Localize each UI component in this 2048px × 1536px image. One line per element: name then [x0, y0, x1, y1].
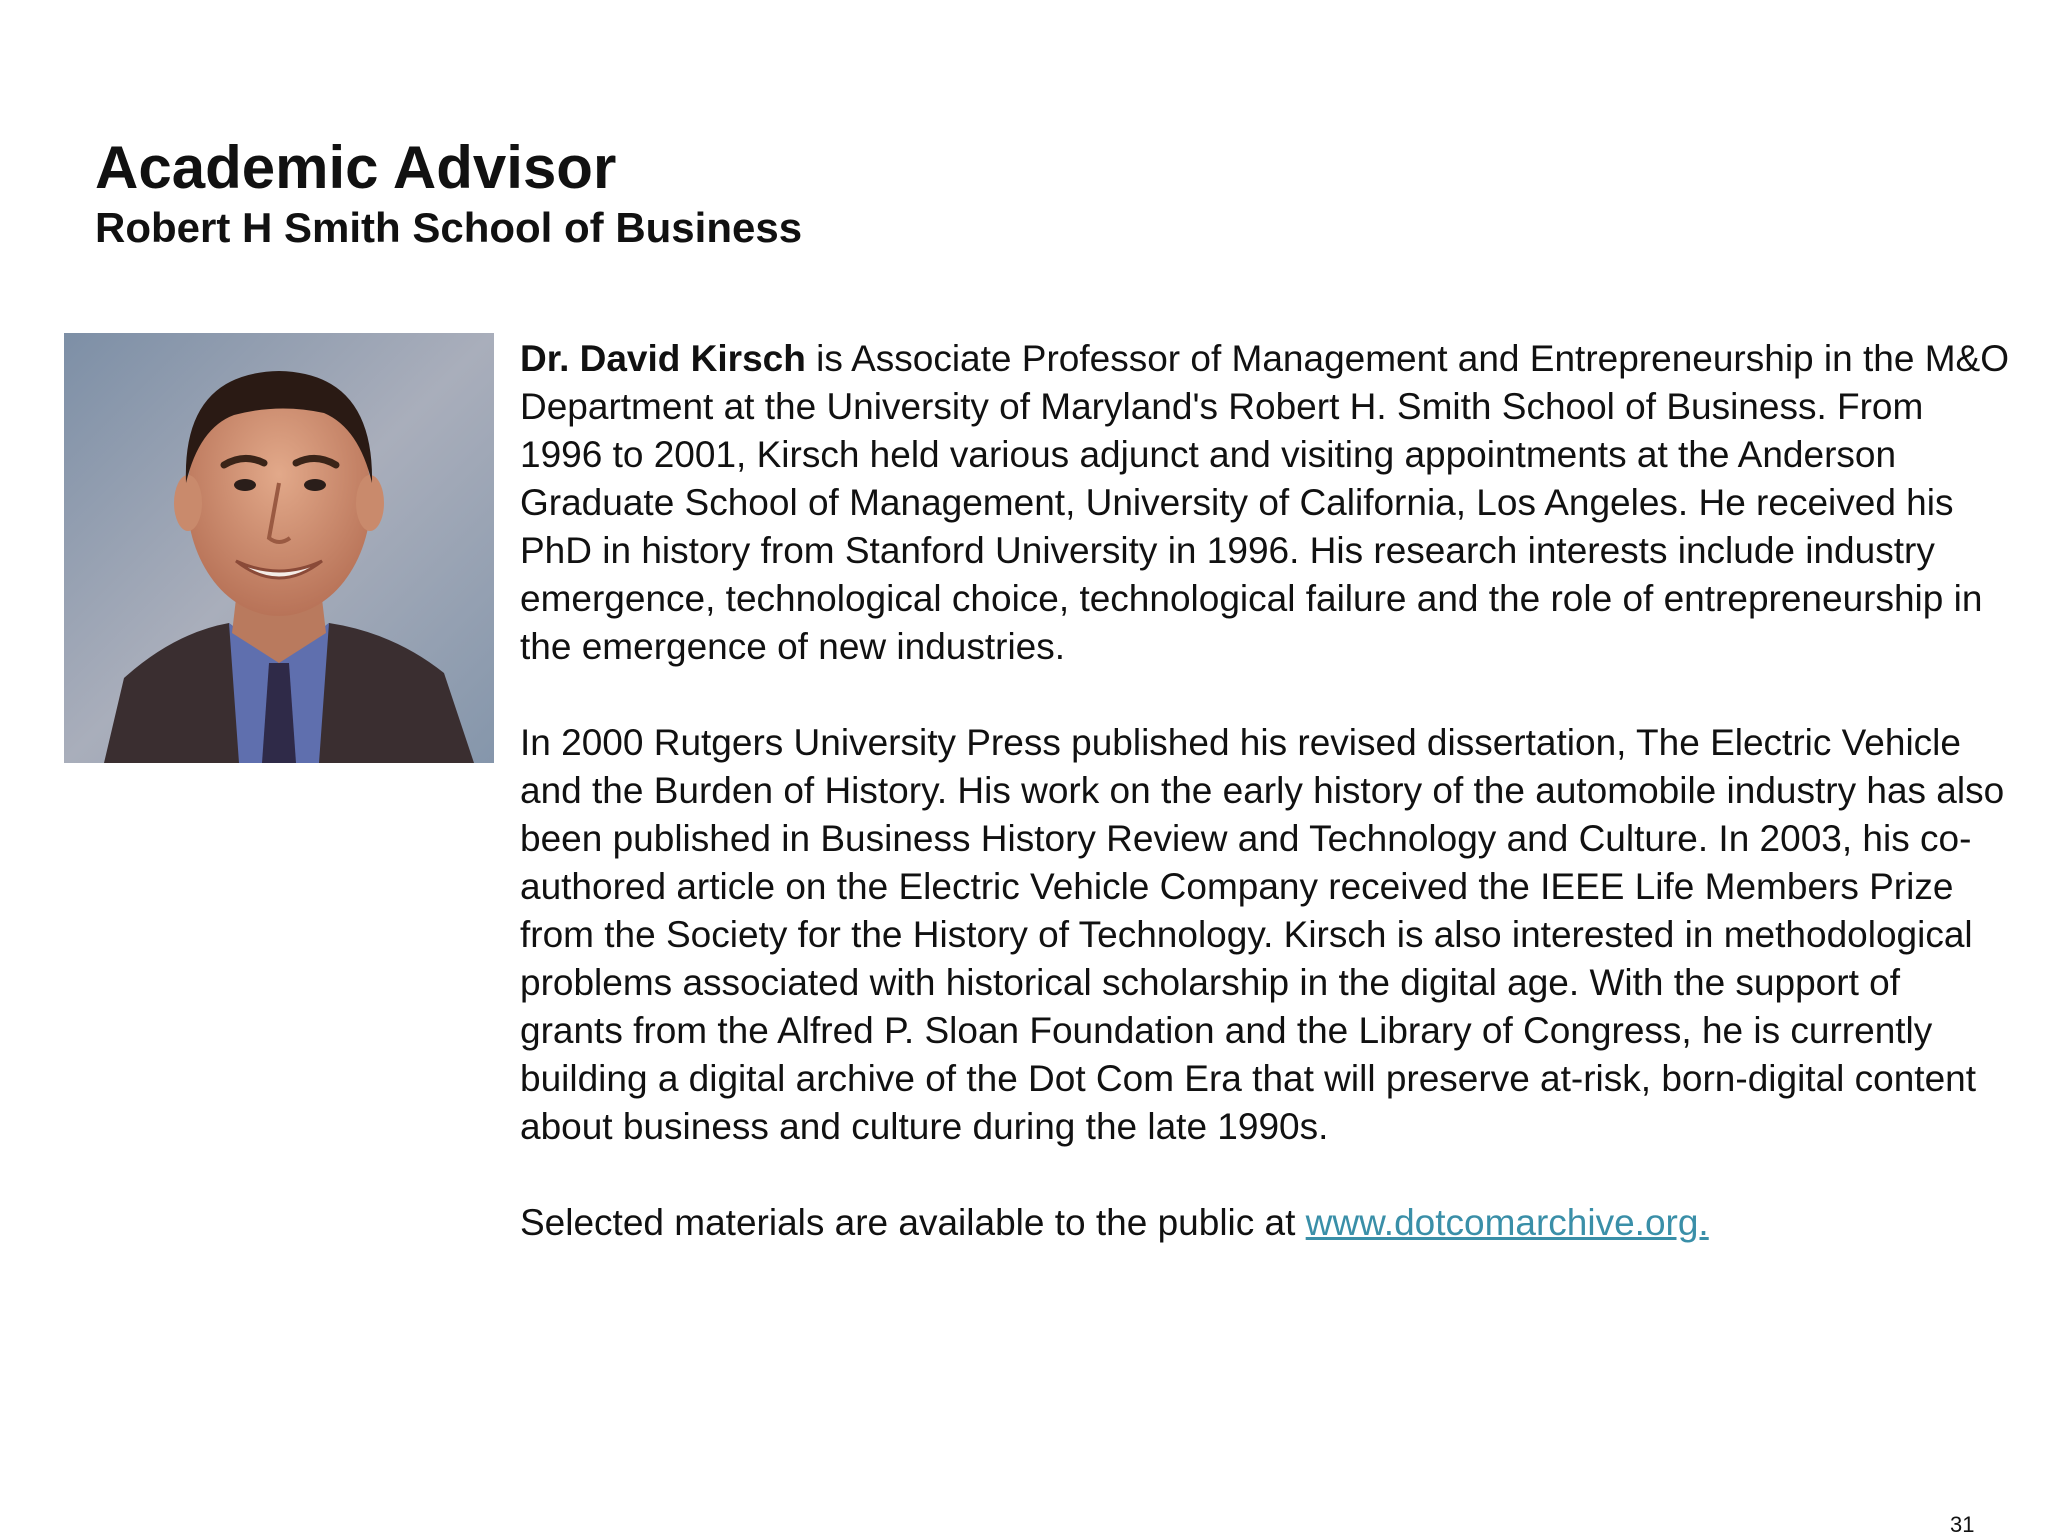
- dotcomarchive-link[interactable]: www.dotcomarchive.org.: [1305, 1202, 1709, 1243]
- bio-paragraph-3: [520, 1199, 2010, 1247]
- advisor-name: Dr. David Kirsch: [520, 338, 806, 379]
- portrait-icon: [64, 333, 494, 763]
- bio-paragraph-1-text: is Associate Professor of Management and Entrepreneurship in the M&O Department at the University of Maryland's Robert H. Smith School of Business. From 1996 to 2001, Kirsch held various adjunct and visiting appointments at the Anderson Graduate School of Management, University of California, Los Angeles. He received his PhD in history from Stanford University in 1996. His research interests include industry emergence, technological choice, technological failure and the role of entrepreneurship in the emergence of new industries.: [520, 338, 2009, 667]
- page-number: 31: [1950, 1512, 1975, 1536]
- portrait-photo: [64, 333, 494, 763]
- bio-text: [520, 335, 2010, 1295]
- slide-subtitle: Robert H Smith School of Business: [95, 204, 803, 251]
- bio-paragraph-2: In 2000 Rutgers University Press published his revised dissertation, The Electric Vehicle and the Burden of History. His work on the early history of the automobile industry has also been published in Business History Review and Technology and Culture. In 2003, his co-authored article on the Electric Vehicle Company received the IEEE Life Members Prize from the Society for the History of Technology. Kirsch is also interested in methodological problems associated with historical scholarship in the digital age. With the support of grants from the Alfred P. Sloan Foundation and the Library of Congress, he is currently building a digital archive of the Dot Com Era that will preserve at-risk, born-digital content about business and culture during the late 1990s.: [520, 722, 2005, 1147]
- bio-paragraph-3-text: Selected materials are available to the public at: [520, 1202, 1306, 1243]
- slide-title: Academic Advisor: [95, 134, 617, 201]
- bio-paragraph-1: [520, 335, 2010, 671]
